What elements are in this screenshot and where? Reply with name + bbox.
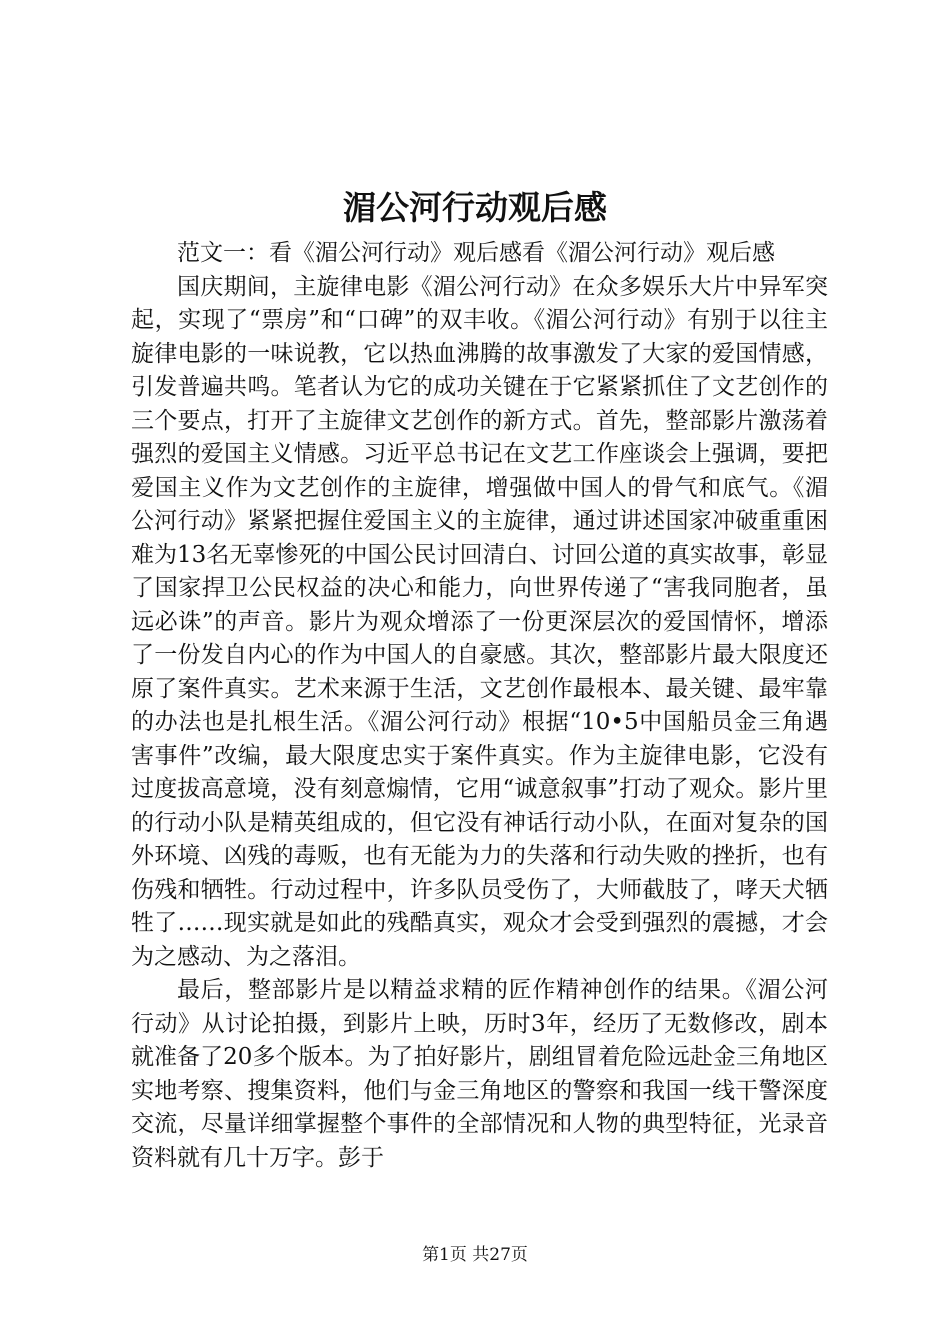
page-footer: 第1页 共27页 [422,1245,528,1265]
paragraph-main: 国庆期间，主旋律电影《湄公河行动》在众多娱乐大片中异军突起，实现了“票房”和“口碑”的双丰收。《湄公河行动》有别于以往主旋律电影的一味说教，它以热血沸腾的故事激发了大家的爱国情感，引发普遍共鸣。笔者认为它的成功关键在于它紧紧抓住了文艺创作的三个要点，打开了主旋律文艺创作的新方式。首先，整部影片激荡着强烈的爱国主义情感。习近平总书记在文艺工作座谈会上强调，要把爱国主义作为文艺创作的主旋律，增强做中国人的骨气和底气。《湄公河行动》紧紧把握住爱国主义的主旋律，通过讲述国家冲破重重困难为13名无辜惨死的中国公民讨回清白、讨回公道的真实故事，彰显了国家捍卫公民权益的决心和能力，向世界传递了“害我同胞者，虽远必诛”的声音。影片为观众增添了一份更深层次的爱国情怀，增添了一份发自内心的作为中国人的自豪感。其次，整部影片最大限度还原了案件真实。艺术来源于生活，文艺创作最根本、最关键、最牢靠的办法也是扎根生活。《湄公河行动》根据“10•5中国船员金三角遇害事件”改编，最大限度忠实于案件真实。作为主旋律电影，它没有过度拔高意境，没有刻意煽情，它用“诚意叙事”打动了观众。影片里的行动小队是精英组成的，但它没有神话行动小队，在面对复杂的国外环境、凶残的毒贩，也有无能为力的失落和行动失败的挫折，也有伤残和牺牲。行动过程中，许多队员受伤了，大师截肢了，哮天犬牺牲了……现实就是如此的残酷真实，观众才会受到强烈的震撼，才会为之感动、为之落泪。 [131,273,828,970]
document-title: 湄公河行动观后感 [343,188,607,227]
document-body [131,237,828,1175]
paragraph-intro: 范文一：看《湄公河行动》观后感看《湄公河行动》观后感 [177,240,775,266]
paragraph-final: 最后，整部影片是以精益求精的匠作精神创作的结果。《湄公河行动》从讨论拍摄，到影片上映，历时3年，经历了无数修改，剧本就准备了20多个版本。为了拍好影片，剧组冒着危险远赴金三角地区实地考察、搜集资料，他们与金三角地区的警察和我国一线干警深度交流，尽量详细掌握整个事件的全部情况和人物的典型特征，光录音资料就有几十万字。彭于 [131,977,828,1171]
